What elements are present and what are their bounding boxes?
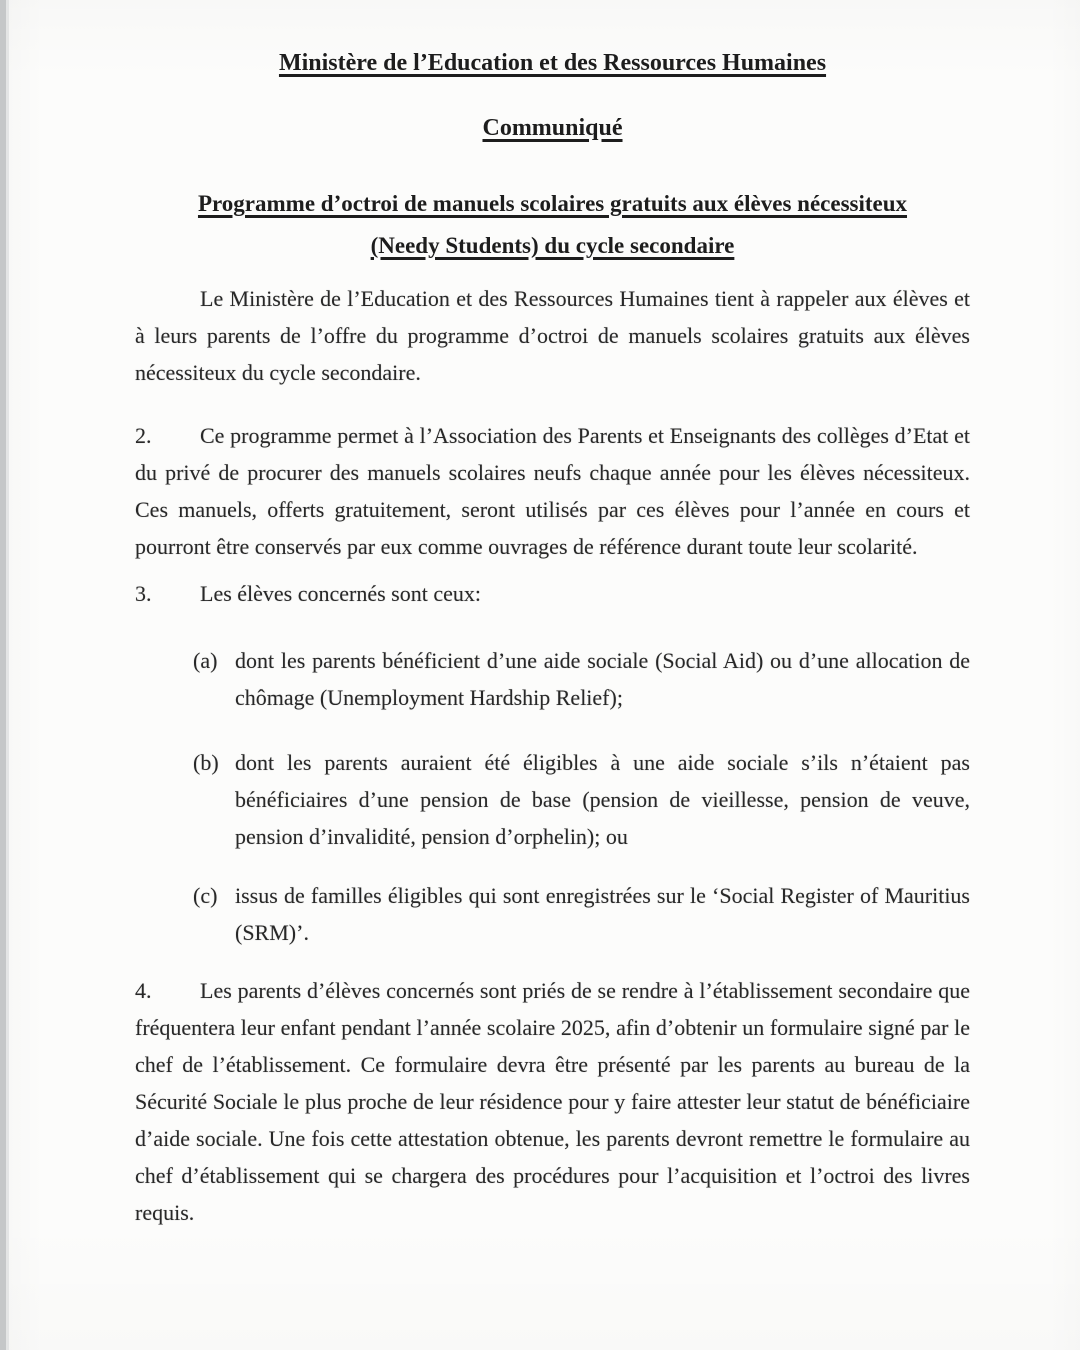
paragraph-3-number: 3.	[135, 581, 152, 606]
paragraph-4	[135, 972, 970, 1231]
criterion-a	[135, 642, 970, 716]
criterion-b-text: dont les parents auraient été éligibles à une aide sociale s’ils n’étaient pas bénéficiaires d’une pension de base (pension de vieillesse, pension de veuve, pension d’invalidité, pension d’orphelin); ou	[235, 750, 970, 849]
paragraph-3	[135, 575, 970, 612]
paragraph-2-text: Ce programme permet à l’Association des Parents et Enseignants des collèges d’Etat et du privé de procurer des manuels scolaires neufs chaque année pour les élèves nécessiteux. Ces manuels, offerts gratuitement, seront utilisés par ces élèves pour l’année en cours et pourront être conservés par eux comme ouvrages de référence durant toute leur scolarité.	[135, 423, 970, 559]
paragraph-4-number: 4.	[135, 978, 152, 1003]
subject-title-line2: (Needy Students) du cycle secondaire	[370, 233, 735, 258]
ministry-title: Ministère de l’Education et des Ressources Humaines	[278, 50, 827, 76]
intro-paragraph: Le Ministère de l’Education et des Ressources Humaines tient à rappeler aux élèves et à leurs parents de l’offre du programme d’octroi de manuels scolaires gratuits aux élèves nécessiteux du cycle secondaire.	[135, 286, 970, 385]
subject-title-line1: Programme d’octroi de manuels scolaires gratuits aux élèves nécessiteux	[197, 191, 908, 216]
criterion-c-text: issus de familles éligibles qui sont enregistrées sur le ‘Social Register of Mauritius (SRM)’.	[235, 883, 970, 945]
criterion-b	[135, 744, 970, 855]
criterion-c	[135, 877, 970, 951]
criterion-a-label: (a)	[193, 648, 218, 673]
criterion-c-label: (c)	[193, 883, 218, 908]
paragraph-2-number: 2.	[135, 423, 152, 448]
communique-heading: Communiqué	[482, 115, 623, 141]
paragraph-2	[135, 417, 970, 565]
paragraph-4-text: Les parents d’élèves concernés sont priés de se rendre à l’établissement secondaire que fréquentera leur enfant pendant l’année scolaire 2025, afin d’obtenir un formulaire signé par le chef de l’établissement. Ce formulaire devra être présenté par les parents au bureau de la Sécurité Sociale le plus proche de leur résidence pour y faire attester leur statut de bénéficiaire d’aide sociale. Une fois cette attestation obtenue, les parents devront remettre le formulaire au chef d’établissement qui se chargera des procédures pour l’acquisition et l’octroi des livres requis.	[135, 978, 970, 1225]
paragraph-3-text: Les élèves concernés sont ceux:	[200, 581, 481, 606]
criterion-a-text: dont les parents bénéficient d’une aide sociale (Social Aid) ou d’une allocation de chômage (Unemployment Hardship Relief);	[235, 648, 970, 710]
subject-heading	[135, 183, 970, 267]
criterion-b-label: (b)	[193, 750, 219, 775]
